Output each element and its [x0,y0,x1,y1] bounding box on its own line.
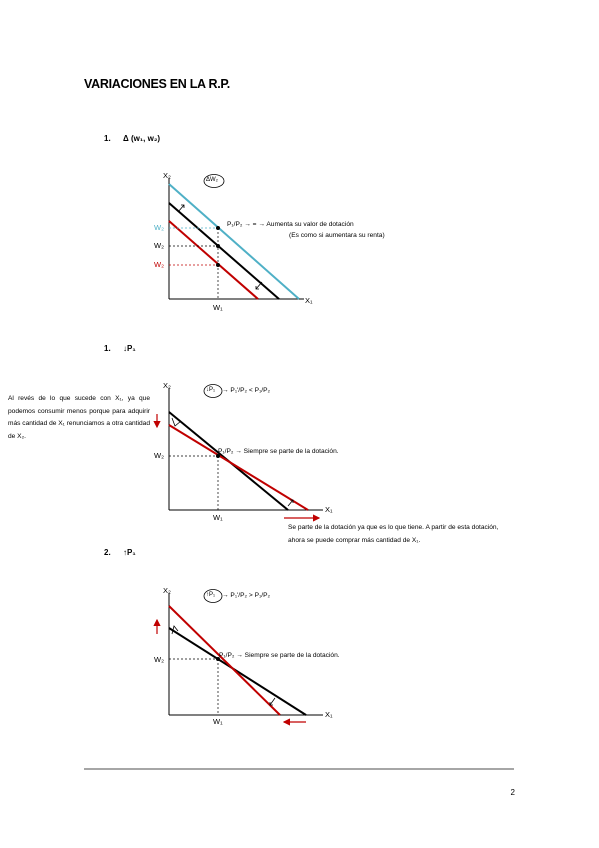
budget-line-blue [169,184,299,299]
x1-axis-label: X₁ [305,296,313,305]
w2-label-red: W₂ [154,260,164,269]
endowment-annotation: P₁/P₂ → Siempre se parte de la dotación. [218,448,339,455]
endowment-annotation: P₁/P₂ → = → Aumenta su valor de dotación [227,221,354,228]
x2-axis-label: X₂ [163,171,171,180]
bottom-explanation-line2: ahora se puede comprar más cantidad de X₁. [288,537,421,544]
endowment-point-blue [216,226,220,230]
budget-line-new [169,425,308,510]
rotation-arrow-bottom [270,698,275,705]
x1-axis-label: X₁ [325,505,333,514]
section-label: ↓P₁ [123,344,136,353]
page-title: VARIACIONES EN LA R.P. [84,77,230,91]
section-label: ↑P₁ [123,548,136,557]
budget-line-black [169,203,279,299]
shift-arrow-up [178,205,184,212]
x2-axis-label: X₂ [163,586,171,595]
x2-axis-label: X₂ [163,381,171,390]
price-ratio-comparison: → P₁'/P₂ > P₁/P₂ [222,592,271,599]
x1-axis-label: X₁ [325,710,333,719]
section-label: Δ (w₁, w₂) [123,134,161,143]
budget-line-original [169,628,306,715]
price-ratio-comparison: → P₁'/P₂ < P₁/P₂ [222,387,271,394]
w2-label: W₂ [154,451,164,460]
page-number: 2 [510,788,515,797]
section-number: 1. [104,344,111,353]
left-explanation: Al revés de lo que sucede con X₁, ya que podemos consumir menos porque para adquirir más cantidad de X₁ renunciamos a otra cantidad de X₂. [8,395,150,440]
w2-label: W₂ [154,655,164,664]
budget-line-red [169,221,258,299]
endowment-annotation: P₁/P₂ → Siempre se parte de la dotación. [219,652,340,659]
footer-divider [84,768,514,770]
price-increase-badge: ↑P₁ [206,592,216,598]
w1-label: W₁ [213,513,223,522]
delta-w2-badge: ΔW₂ [206,177,218,183]
w1-label: W₁ [213,303,223,312]
shift-arrow-down [256,282,262,289]
section-number: 2. [104,548,111,557]
endowment-point-red [216,263,220,267]
budget-line-new [169,606,280,715]
rotation-arrow-bottom [288,500,293,506]
section-number: 1. [104,134,111,143]
w1-label: W₁ [213,717,223,726]
price-decrease-badge: ↓P₁ [206,387,216,393]
w2-label-blue: W₂ [154,223,164,232]
endowment-point-black [216,244,220,248]
endowment-annotation-note: (Es como si aumentara su renta) [289,232,385,239]
bottom-explanation-line1: Se parte de la dotación ya que es lo que tiene. A partir de esta dotación, [288,524,499,531]
w2-label-black: W₂ [154,241,164,250]
diagram-1 [169,175,304,300]
